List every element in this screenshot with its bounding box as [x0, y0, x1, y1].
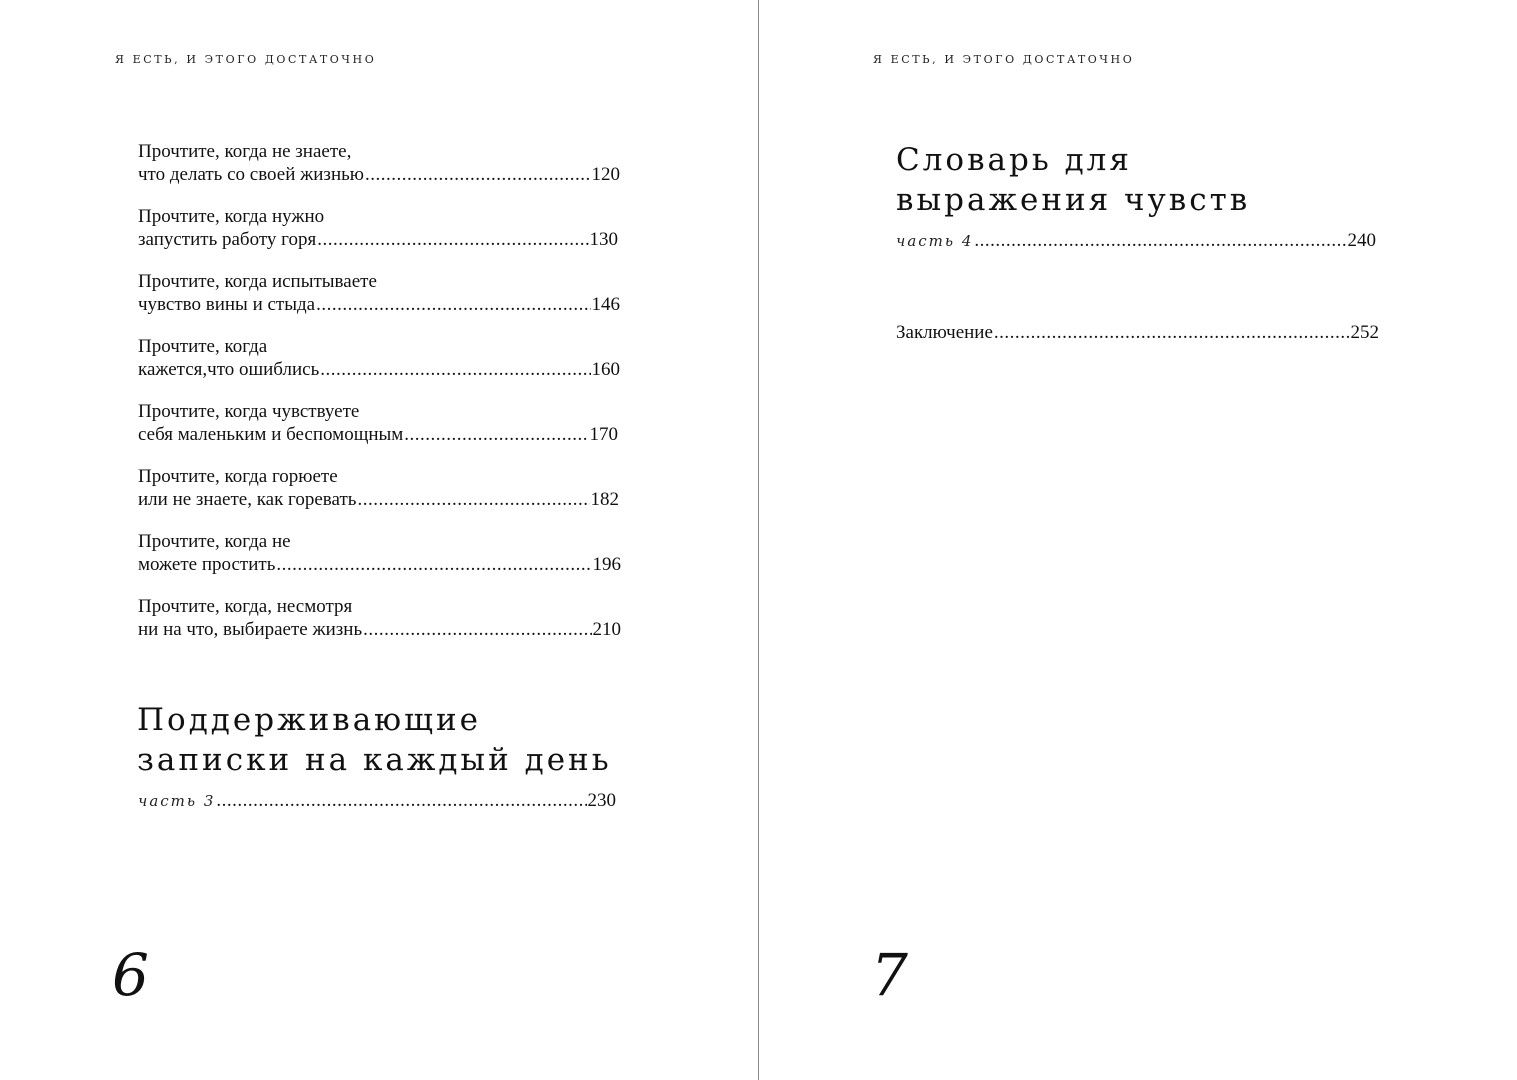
toc-entry: [138, 335, 620, 381]
toc-entry: [138, 205, 618, 251]
toc-entry-title: Прочтите, когда нужно: [138, 206, 325, 227]
toc-entry-title: запустить работу горя: [138, 229, 317, 250]
right-page: [759, 0, 1517, 1080]
dot-leader: [974, 229, 1346, 252]
toc-entry-title: Прочтите, когда, несмотря: [138, 596, 353, 617]
toc-entry-title: что делать со своей жизнью: [138, 164, 364, 185]
dot-leader: [320, 358, 590, 381]
toc-page-number: 130: [589, 229, 618, 250]
part-label: часть 3: [138, 792, 216, 810]
left-page: [0, 0, 758, 1080]
toc-page-number: 230: [587, 790, 616, 811]
section-title-line: Словарь для: [896, 142, 1132, 178]
section-title-line: выражения чувств: [896, 182, 1251, 218]
dot-leader: [276, 553, 591, 576]
toc-entry-title: или не знаете, как горевать: [138, 489, 357, 510]
dot-leader: [404, 423, 588, 446]
conclusion-entry: [896, 321, 1379, 344]
toc-page-number: 120: [591, 164, 620, 185]
toc-entry: [138, 530, 621, 576]
part-entry: [138, 789, 616, 813]
dot-leader: [365, 163, 591, 186]
page-number: 7: [871, 941, 908, 1009]
toc-entry: [138, 595, 621, 641]
toc-entry: [138, 140, 620, 186]
section-title-line: Поддерживающие: [137, 702, 481, 738]
section-title-line: записки на каждый день: [137, 742, 612, 778]
toc-page-number: 160: [591, 359, 620, 380]
dot-leader: [216, 789, 586, 812]
toc-page-number: 240: [1347, 230, 1376, 251]
toc-page-number: 146: [591, 294, 620, 315]
toc-entry-title: Прочтите, когда испытываете: [138, 271, 377, 292]
dot-leader: [316, 293, 590, 316]
dot-leader: [994, 321, 1350, 344]
toc-page-number: 252: [1350, 322, 1379, 343]
running-head: Я ЕСТЬ, И ЭТОГО ДОСТАТОЧНО: [115, 53, 377, 66]
part-entry: [896, 229, 1376, 253]
toc-entry-title: Прочтите, когда чувствуете: [138, 401, 360, 422]
page-number: 6: [112, 941, 149, 1009]
toc-entry: [138, 270, 620, 316]
toc-page-number: 196: [592, 554, 621, 575]
toc-page-number: 182: [590, 489, 619, 510]
dot-leader: [357, 488, 589, 511]
dot-leader: [363, 618, 591, 641]
conclusion-label: Заключение: [896, 322, 993, 343]
toc-page-number: 210: [592, 619, 621, 640]
running-head: Я ЕСТЬ, И ЭТОГО ДОСТАТОЧНО: [873, 53, 1135, 66]
toc-entry-title: Прочтите, когда не: [138, 531, 291, 552]
dot-leader: [317, 228, 588, 251]
toc-entry-title: Прочтите, когда не знаете,: [138, 141, 352, 162]
toc-entry-title: Прочтите, когда горюете: [138, 466, 338, 487]
section-title: [896, 140, 1250, 220]
toc-entry-title: можете простить: [138, 554, 276, 575]
toc-entry: [138, 400, 618, 446]
toc-entry-title: чувство вины и стыда: [138, 294, 316, 315]
toc-entry-title: кажется,что ошиблись: [138, 359, 320, 380]
toc-entry: [138, 465, 619, 511]
toc-entry-title: Прочтите, когда: [138, 336, 268, 357]
toc-entry-title: себя маленьким и беспомощным: [138, 424, 404, 445]
toc-page-number: 170: [589, 424, 618, 445]
section-title: [137, 700, 612, 780]
toc-entry-title: ни на что, выбираете жизнь: [138, 619, 363, 640]
part-label: часть 4: [896, 232, 974, 250]
